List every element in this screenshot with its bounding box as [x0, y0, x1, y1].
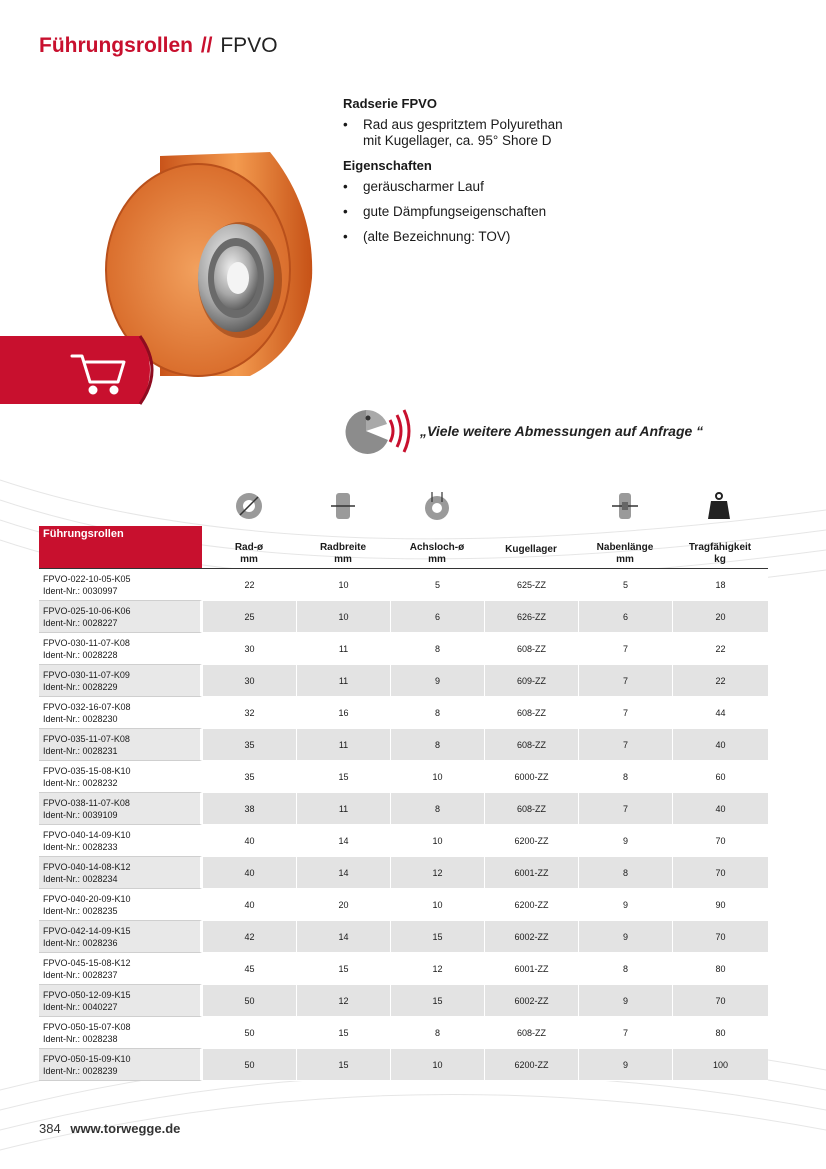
value-cell: 12 [390, 857, 484, 889]
value-cell: 32 [202, 697, 296, 729]
product-code: FPVO-050-15-07-K08 [43, 1021, 131, 1032]
value-cell: 15 [390, 921, 484, 953]
property-item: • gute Dämpfungseigenschaften [343, 204, 763, 220]
value-cell: 22 [672, 633, 768, 665]
request-note: „Viele weitere Abmessungen auf Anfrage “ [420, 423, 704, 439]
value-cell: 10 [390, 1049, 484, 1081]
ident-number: Ident-Nr.: 0028229 [43, 681, 118, 692]
page-title [39, 34, 278, 58]
value-cell: 90 [672, 889, 768, 921]
website-link[interactable]: www.torwegge.de [70, 1121, 181, 1136]
value-cell: 35 [202, 761, 296, 793]
value-cell: 7 [578, 1017, 672, 1049]
table-row [39, 569, 768, 601]
value-cell: 8 [390, 1017, 484, 1049]
value-cell: 30 [202, 633, 296, 665]
value-cell: 7 [578, 793, 672, 825]
value-cell: 9 [578, 921, 672, 953]
header-bearing: Kugellager [484, 526, 578, 569]
table-row [39, 601, 768, 633]
product-code: FPVO-050-15-09-K10 [43, 1053, 131, 1064]
title-separator: // [200, 34, 213, 57]
product-cell [39, 633, 202, 665]
value-cell: 9 [578, 1049, 672, 1081]
table-row [39, 1017, 768, 1049]
table-row [39, 761, 768, 793]
page-number: 384 [39, 1121, 61, 1136]
value-cell: 10 [390, 761, 484, 793]
value-cell: 608-ZZ [484, 793, 578, 825]
ident-number: Ident-Nr.: 0028228 [43, 649, 118, 660]
properties-heading: Eigenschaften [343, 158, 432, 173]
wheel-diameter-icon [202, 489, 296, 523]
value-cell: 7 [578, 729, 672, 761]
value-cell: 7 [578, 665, 672, 697]
value-cell: 18 [672, 569, 768, 601]
value-cell: 9 [390, 665, 484, 697]
weight-icon [672, 489, 766, 523]
value-cell: 608-ZZ [484, 697, 578, 729]
product-cell [39, 601, 202, 633]
value-cell: 50 [202, 1017, 296, 1049]
product-cell [39, 697, 202, 729]
wheel-width-icon [296, 489, 390, 523]
ident-number: Ident-Nr.: 0028239 [43, 1065, 118, 1076]
value-cell: 8 [390, 697, 484, 729]
value-cell: 15 [296, 953, 390, 985]
product-code: FPVO-035-15-08-K10 [43, 765, 131, 776]
product-code: FPVO-035-11-07-K08 [43, 733, 130, 744]
product-cell [39, 825, 202, 857]
value-cell: 626-ZZ [484, 601, 578, 633]
product-cell [39, 1049, 202, 1081]
table-row [39, 697, 768, 729]
value-cell: 15 [296, 1049, 390, 1081]
product-code: FPVO-030-11-07-K09 [43, 669, 130, 680]
product-code: FPVO-038-11-07-K08 [43, 797, 130, 808]
value-cell: 40 [672, 793, 768, 825]
ident-number: Ident-Nr.: 0028234 [43, 873, 118, 884]
value-cell: 40 [672, 729, 768, 761]
value-cell: 6200-ZZ [484, 889, 578, 921]
value-cell: 10 [390, 825, 484, 857]
value-cell: 40 [202, 825, 296, 857]
value-cell: 50 [202, 1049, 296, 1081]
value-cell: 5 [578, 569, 672, 601]
ident-number: Ident-Nr.: 0028238 [43, 1033, 118, 1044]
ident-number: Ident-Nr.: 0030997 [43, 585, 118, 596]
header-wheel-width: Radbreite mm [296, 526, 390, 569]
value-cell: 8 [390, 793, 484, 825]
ident-number: Ident-Nr.: 0028237 [43, 969, 118, 980]
value-cell: 9 [578, 889, 672, 921]
value-cell: 11 [296, 665, 390, 697]
value-cell: 8 [578, 857, 672, 889]
product-cell [39, 985, 202, 1017]
value-cell: 6001-ZZ [484, 953, 578, 985]
table-row [39, 921, 768, 953]
table-row [39, 889, 768, 921]
value-cell: 5 [390, 569, 484, 601]
ident-number: Ident-Nr.: 0028232 [43, 777, 118, 788]
ident-number: Ident-Nr.: 0028227 [43, 617, 118, 628]
value-cell: 8 [578, 761, 672, 793]
table-row [39, 793, 768, 825]
value-cell: 608-ZZ [484, 633, 578, 665]
product-cell [39, 953, 202, 985]
title-series-code: FPVO [220, 34, 278, 57]
value-cell: 8 [390, 633, 484, 665]
value-cell: 40 [202, 889, 296, 921]
table-row [39, 825, 768, 857]
value-cell: 6000-ZZ [484, 761, 578, 793]
product-code: FPVO-022-10-05-K05 [43, 573, 131, 584]
series-item: • Rad aus gespritztem Polyurethan mit Kugellager, ca. 95° Shore D [343, 117, 583, 149]
product-cell [39, 665, 202, 697]
value-cell: 14 [296, 921, 390, 953]
ident-number: Ident-Nr.: 0028230 [43, 713, 118, 724]
product-code: FPVO-030-11-07-K08 [43, 637, 130, 648]
value-cell: 608-ZZ [484, 729, 578, 761]
product-cell [39, 921, 202, 953]
table-row [39, 633, 768, 665]
value-cell: 20 [672, 601, 768, 633]
value-cell: 45 [202, 953, 296, 985]
value-cell: 608-ZZ [484, 1017, 578, 1049]
product-code: FPVO-040-14-08-K12 [43, 861, 131, 872]
value-cell: 14 [296, 857, 390, 889]
product-cell [39, 857, 202, 889]
value-cell: 625-ZZ [484, 569, 578, 601]
ident-number: Ident-Nr.: 0028231 [43, 745, 118, 756]
value-cell: 15 [390, 985, 484, 1017]
header-load-capacity: Tragfähigkeit kg [672, 526, 768, 569]
value-cell: 6200-ZZ [484, 825, 578, 857]
ident-number: Ident-Nr.: 0039109 [43, 809, 118, 820]
value-cell: 70 [672, 825, 768, 857]
value-cell: 11 [296, 729, 390, 761]
value-cell: 609-ZZ [484, 665, 578, 697]
property-item: • (alte Bezeichnung: TOV) [343, 229, 763, 245]
header-product: Führungsrollen [39, 526, 202, 569]
product-cell [39, 729, 202, 761]
table-row [39, 857, 768, 889]
table-row [39, 665, 768, 697]
value-cell: 42 [202, 921, 296, 953]
value-cell: 44 [672, 697, 768, 729]
product-info [343, 96, 763, 254]
value-cell: 60 [672, 761, 768, 793]
header-wheel-diameter: Rad-ø mm [202, 526, 296, 569]
value-cell: 6002-ZZ [484, 985, 578, 1017]
value-cell: 6001-ZZ [484, 857, 578, 889]
value-cell: 40 [202, 857, 296, 889]
value-cell: 12 [390, 953, 484, 985]
ident-number: Ident-Nr.: 0040227 [43, 1001, 118, 1012]
value-cell: 6 [390, 601, 484, 633]
value-cell: 16 [296, 697, 390, 729]
value-cell: 70 [672, 985, 768, 1017]
value-cell: 70 [672, 921, 768, 953]
value-cell: 7 [578, 697, 672, 729]
value-cell: 11 [296, 793, 390, 825]
value-cell: 80 [672, 1017, 768, 1049]
value-cell: 25 [202, 601, 296, 633]
axle-hole-icon [390, 489, 484, 523]
product-code: FPVO-025-10-06-K06 [43, 605, 131, 616]
value-cell: 8 [390, 729, 484, 761]
value-cell: 22 [672, 665, 768, 697]
value-cell: 38 [202, 793, 296, 825]
value-cell: 10 [390, 889, 484, 921]
value-cell: 15 [296, 1017, 390, 1049]
page-footer [39, 1121, 180, 1136]
series-heading: Radserie FPVO [343, 96, 437, 111]
ident-number: Ident-Nr.: 0028235 [43, 905, 118, 916]
property-item: • geräuscharmer Lauf [343, 179, 763, 195]
product-cell [39, 793, 202, 825]
value-cell: 15 [296, 761, 390, 793]
table-row [39, 953, 768, 985]
table-row [39, 729, 768, 761]
value-cell: 22 [202, 569, 296, 601]
value-cell: 6 [578, 601, 672, 633]
ident-number: Ident-Nr.: 0028236 [43, 937, 118, 948]
value-cell: 6200-ZZ [484, 1049, 578, 1081]
product-code: FPVO-040-14-09-K10 [43, 829, 131, 840]
product-cell [39, 889, 202, 921]
value-cell: 9 [578, 825, 672, 857]
value-cell: 80 [672, 953, 768, 985]
value-cell: 11 [296, 633, 390, 665]
value-cell: 50 [202, 985, 296, 1017]
value-cell: 9 [578, 985, 672, 1017]
speaking-head-icon [346, 410, 409, 454]
product-cell [39, 569, 202, 601]
value-cell: 6002-ZZ [484, 921, 578, 953]
product-code: FPVO-042-14-09-K15 [43, 925, 131, 936]
column-icons [202, 489, 767, 525]
value-cell: 10 [296, 569, 390, 601]
value-cell: 14 [296, 825, 390, 857]
product-cell [39, 1017, 202, 1049]
product-code: FPVO-050-12-09-K15 [43, 989, 131, 1000]
shop-cart-banner[interactable] [0, 332, 170, 408]
product-code: FPVO-045-15-08-K12 [43, 957, 131, 968]
header-hub-length: Nabenlänge mm [578, 526, 672, 569]
value-cell: 12 [296, 985, 390, 1017]
title-category: Führungsrollen [39, 34, 193, 57]
value-cell: 35 [202, 729, 296, 761]
properties-list [343, 179, 763, 245]
value-cell: 100 [672, 1049, 768, 1081]
series-list [343, 117, 763, 149]
value-cell: 8 [578, 953, 672, 985]
value-cell: 10 [296, 601, 390, 633]
product-code: FPVO-032-16-07-K08 [43, 701, 131, 712]
product-code: FPVO-040-20-09-K10 [43, 893, 131, 904]
value-cell: 70 [672, 857, 768, 889]
spec-table [39, 526, 768, 1081]
value-cell: 30 [202, 665, 296, 697]
value-cell: 7 [578, 633, 672, 665]
header-axle-hole: Achsloch-ø mm [390, 526, 484, 569]
hub-length-icon [578, 489, 672, 523]
table-header-row [39, 526, 768, 569]
table-row [39, 985, 768, 1017]
value-cell: 20 [296, 889, 390, 921]
ident-number: Ident-Nr.: 0028233 [43, 841, 118, 852]
product-cell [39, 761, 202, 793]
table-row [39, 1049, 768, 1081]
